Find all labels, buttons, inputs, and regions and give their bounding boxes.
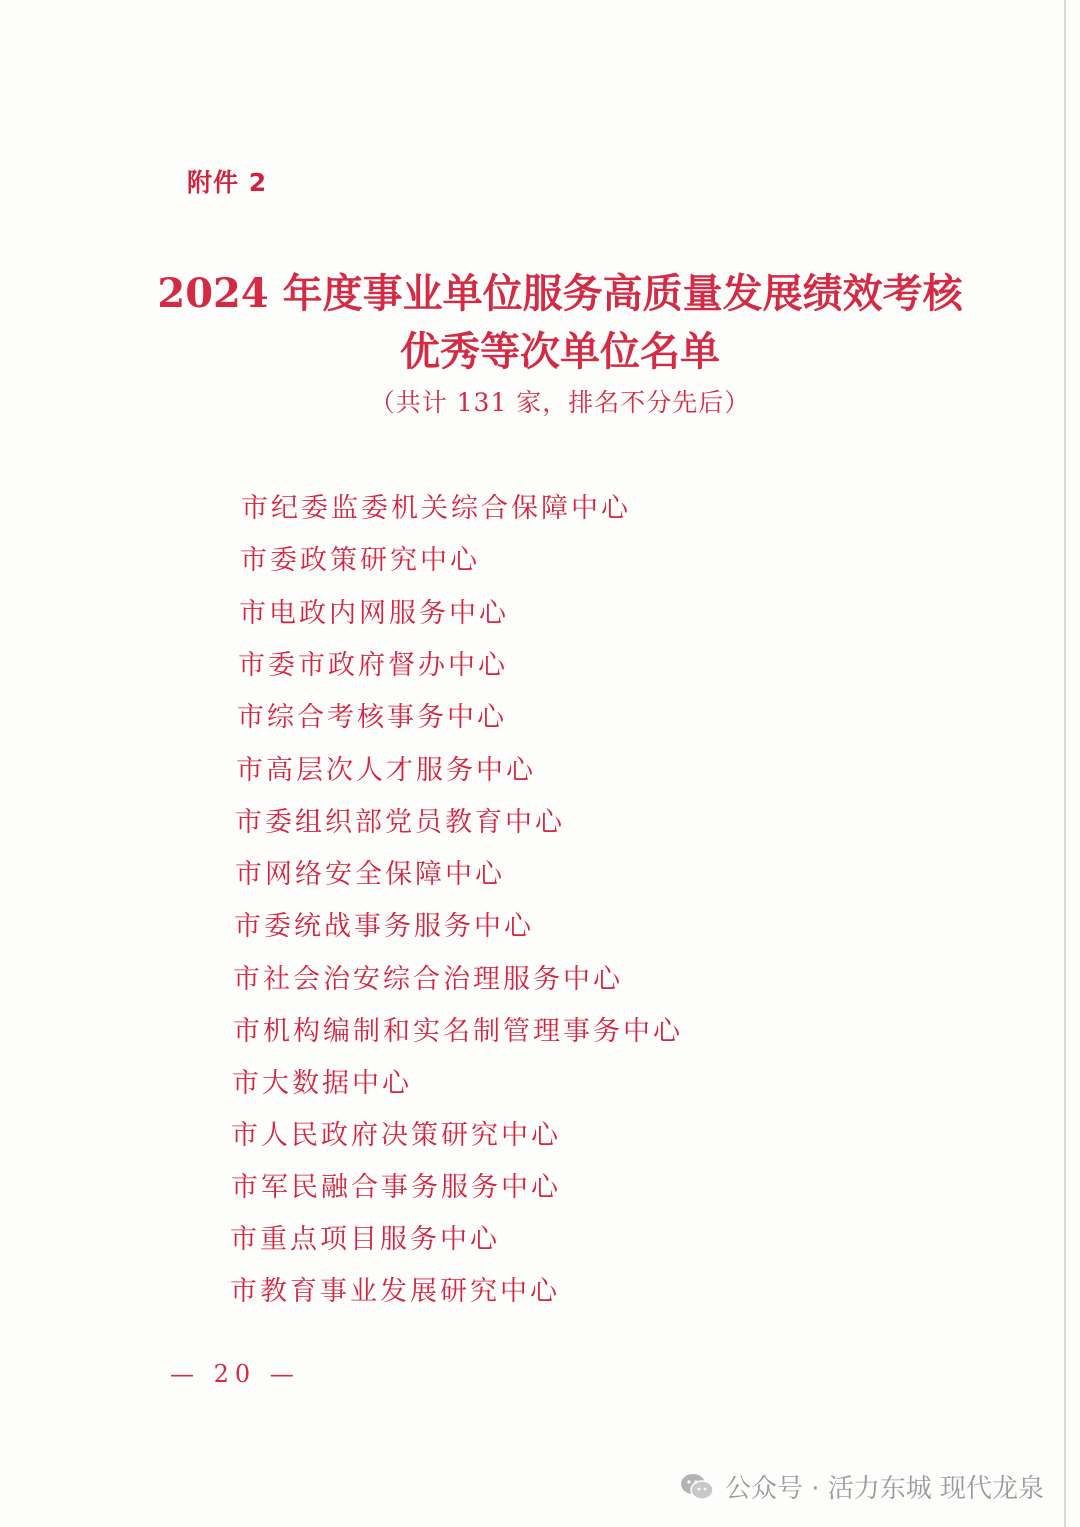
document-title-line1: 2024 年度事业单位服务高质量发展绩效考核 [157, 270, 963, 317]
list-item: 市委市政府督办中心 [238, 650, 508, 681]
document-title-line2: 优秀等次单位名单 [400, 328, 720, 375]
list-item: 市大数据中心 [232, 1068, 412, 1099]
list-item: 市委组织部党员教育中心 [235, 807, 565, 838]
watermark [679, 1468, 1044, 1505]
list-item: 市网络安全保障中心 [235, 859, 505, 890]
list-item: 市纪委监委机关综合保障中心 [241, 493, 631, 524]
list-item: 市电政内网服务中心 [239, 598, 509, 629]
list-item: 市委统战事务服务中心 [234, 911, 534, 942]
list-item: 市高层次人才服务中心 [236, 755, 536, 786]
watermark-text: 公众号 · 活力东城 现代龙泉 [724, 1474, 1044, 1504]
document-subtitle: （共计 131 家，排名不分先后） [369, 388, 751, 417]
list-item: 市重点项目服务中心 [230, 1224, 500, 1255]
list-item: 市人民政府决策研究中心 [231, 1120, 561, 1151]
list-item: 市综合考核事务中心 [237, 702, 507, 733]
page-number: — 20 — [170, 1360, 300, 1388]
attachment-label: 附件 2 [187, 168, 268, 197]
list-item: 市委政策研究中心 [240, 545, 480, 576]
page-edge [1064, 0, 1066, 1527]
list-item: 市社会治安综合治理服务中心 [233, 964, 623, 995]
list-item: 市教育事业发展研究中心 [230, 1276, 560, 1307]
list-item: 市机构编制和实名制管理事务中心 [233, 1016, 683, 1047]
wechat-icon [679, 1472, 715, 1502]
list-item: 市军民融合事务服务中心 [231, 1172, 561, 1203]
